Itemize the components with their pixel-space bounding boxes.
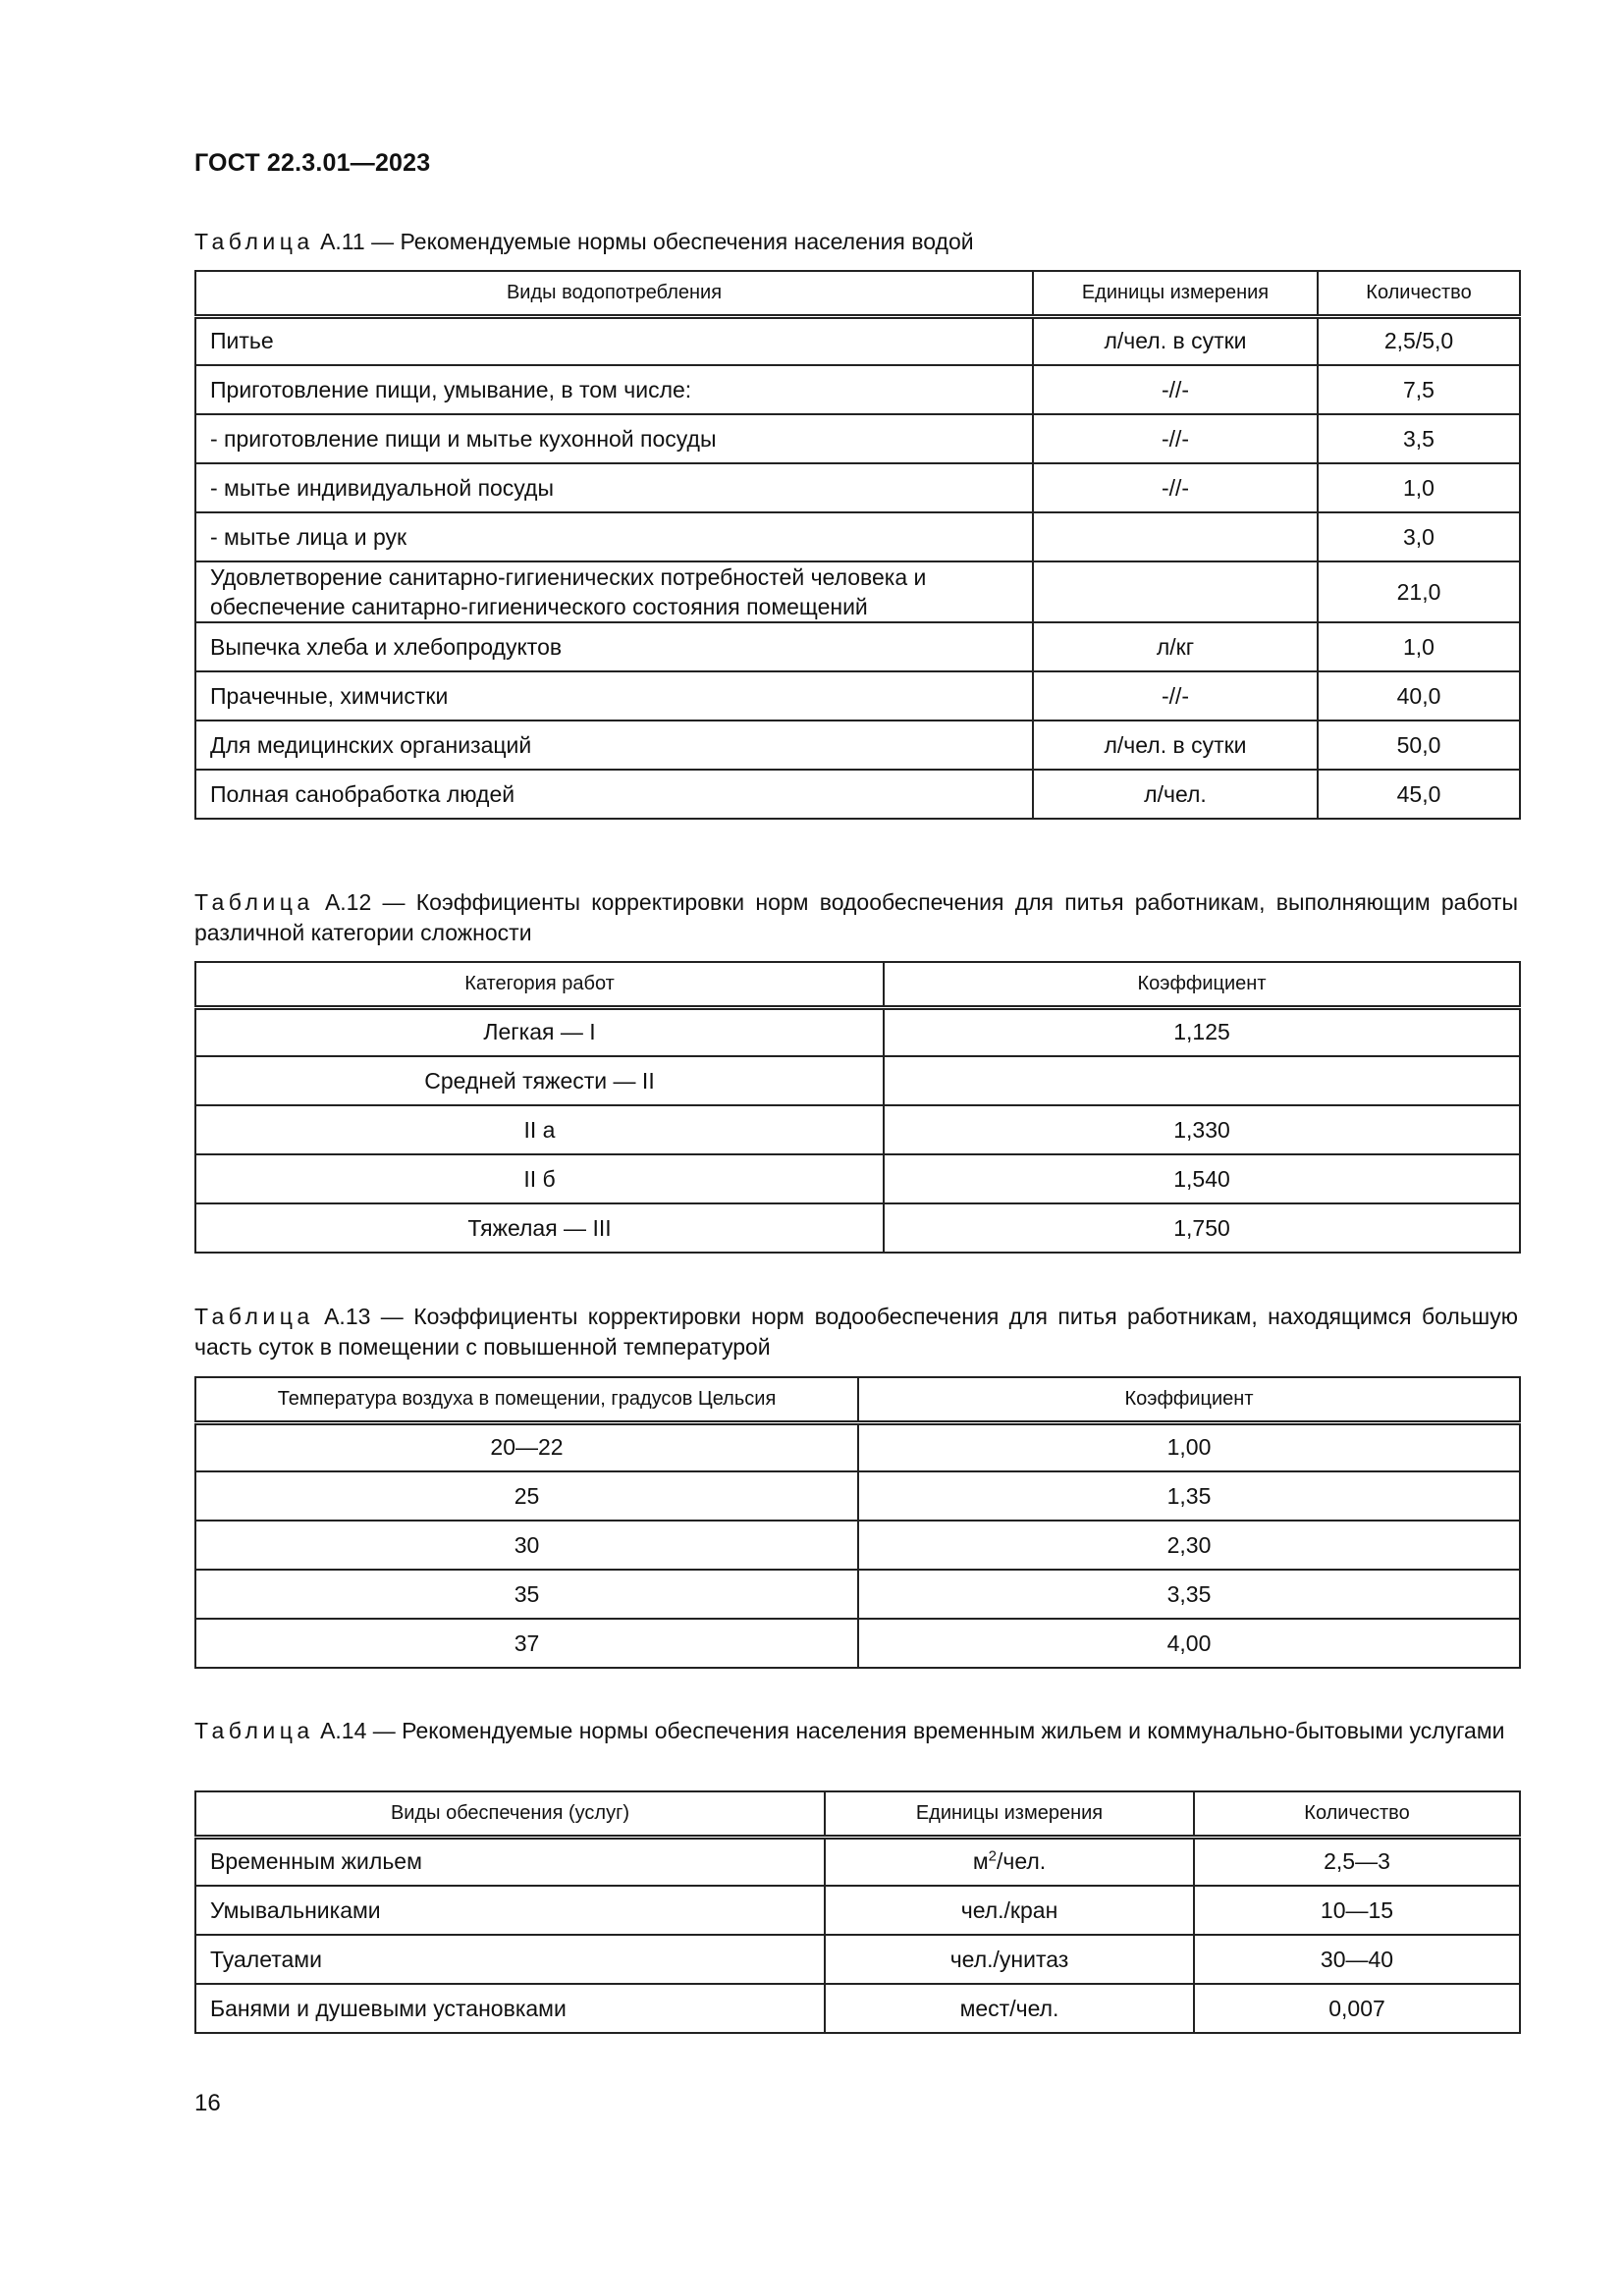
table-word: Таблица — [194, 229, 314, 254]
table-row — [195, 1935, 1520, 1984]
table-cell: II а — [195, 1105, 884, 1154]
table-cell: 25 — [195, 1471, 858, 1521]
table-cell: 1,750 — [884, 1203, 1520, 1253]
table-row — [195, 721, 1520, 770]
table-cell: 3,5 — [1318, 414, 1520, 463]
table-cell: 30 — [195, 1521, 858, 1570]
table-cell: 2,5/5,0 — [1318, 316, 1520, 365]
table-a13-caption — [194, 1302, 1518, 1362]
table-cell: Туалетами — [195, 1935, 825, 1984]
table-cell: 1,0 — [1318, 622, 1520, 671]
column-header: Виды водопотребления — [195, 271, 1033, 316]
page-number: 16 — [194, 2090, 221, 2116]
table-cell: II б — [195, 1154, 884, 1203]
table-word: Таблица — [194, 889, 314, 915]
table-cell: - мытье индивидуальной посуды — [195, 463, 1033, 512]
caption-text: А.14 — Рекомендуемые нормы обеспечения населения временным жильем и коммунально-бытовыми услугами — [320, 1718, 1505, 1743]
table-header-row — [195, 271, 1520, 316]
table-cell: 10—15 — [1194, 1886, 1520, 1935]
table-row — [195, 561, 1520, 622]
column-header: Единицы измерения — [1033, 271, 1318, 316]
table-row — [195, 1521, 1520, 1570]
document-header: ГОСТ 22.3.01—2023 — [194, 149, 431, 177]
table-word: Таблица — [194, 1718, 314, 1743]
column-header: Количество — [1318, 271, 1520, 316]
caption-text: А.12 — Коэффициенты корректировки норм водообеспечения для питья работникам, выполняющим работы различной категории сложности — [194, 889, 1519, 945]
table-cell: Выпечка хлеба и хлебопродуктов — [195, 622, 1033, 671]
table-cell: -//- — [1033, 463, 1318, 512]
table-cell: Прачечные, химчистки — [195, 671, 1033, 721]
unit-base: м — [972, 1848, 989, 1875]
table-row — [195, 1105, 1520, 1154]
table-row — [195, 622, 1520, 671]
table-row — [195, 1886, 1520, 1935]
table-cell: 37 — [195, 1619, 858, 1668]
table-cell: 4,00 — [858, 1619, 1520, 1668]
table-cell: 50,0 — [1318, 721, 1520, 770]
table-cell: 45,0 — [1318, 770, 1520, 819]
table-row — [195, 770, 1520, 819]
table-row — [195, 463, 1520, 512]
table-row — [195, 365, 1520, 414]
table-cell: Банями и душевыми установками — [195, 1984, 825, 2033]
table-a12-caption — [194, 887, 1518, 948]
table-header-row — [195, 962, 1520, 1007]
table-cell: Питье — [195, 316, 1033, 365]
table-cell: 1,00 — [858, 1422, 1520, 1471]
table-row — [195, 671, 1520, 721]
table-cell: Приготовление пищи, умывание, в том числе: — [195, 365, 1033, 414]
table-a13 — [194, 1376, 1521, 1669]
table-cell: Удовлетворение санитарно-гигиенических потребностей человека и обеспечение санитарно-гигиенического состояния помещений — [195, 561, 1033, 622]
table-word: Таблица — [194, 1304, 314, 1329]
table-cell: 20—22 — [195, 1422, 858, 1471]
table-a11-caption — [194, 227, 1518, 257]
table-cell: 30—40 — [1194, 1935, 1520, 1984]
table-header-row — [195, 1791, 1520, 1837]
table-cell: л/чел. в сутки — [1033, 721, 1318, 770]
table-cell — [1033, 512, 1318, 561]
table-row — [195, 1570, 1520, 1619]
table-cell: 3,35 — [858, 1570, 1520, 1619]
table-cell: 1,330 — [884, 1105, 1520, 1154]
table-cell: Умывальниками — [195, 1886, 825, 1935]
column-header: Виды обеспечения (услуг) — [195, 1791, 825, 1837]
unit-suffix: /чел. — [996, 1848, 1047, 1875]
table-cell: -//- — [1033, 365, 1318, 414]
unit-power: 2 — [988, 1847, 997, 1865]
table-cell: 1,125 — [884, 1007, 1520, 1056]
table-cell: Легкая — I — [195, 1007, 884, 1056]
table-cell: 1,35 — [858, 1471, 1520, 1521]
table-cell: 1,540 — [884, 1154, 1520, 1203]
table-cell: 2,5—3 — [1194, 1837, 1520, 1886]
column-header: Температура воздуха в помещении, градусов Цельсия — [195, 1377, 858, 1422]
column-header: Единицы измерения — [825, 1791, 1194, 1837]
table-a11 — [194, 270, 1521, 820]
table-cell: -//- — [1033, 671, 1318, 721]
table-cell: - приготовление пищи и мытье кухонной посуды — [195, 414, 1033, 463]
table-cell: 1,0 — [1318, 463, 1520, 512]
caption-text: А.11 — Рекомендуемые нормы обеспечения населения водой — [320, 229, 974, 254]
table-cell: 35 — [195, 1570, 858, 1619]
table-row — [195, 512, 1520, 561]
column-header: Коэффициент — [884, 962, 1520, 1007]
table-row — [195, 1007, 1520, 1056]
table-row — [195, 1203, 1520, 1253]
column-header: Коэффициент — [858, 1377, 1520, 1422]
table-cell: 2,30 — [858, 1521, 1520, 1570]
table-a14 — [194, 1790, 1521, 2034]
table-cell: мест/чел. — [825, 1984, 1194, 2033]
table-header-row — [195, 1377, 1520, 1422]
table-cell: 7,5 — [1318, 365, 1520, 414]
caption-text: А.13 — Коэффициенты корректировки норм водообеспечения для питья работникам, находящимся большую часть суток в помещении с повышенной температурой — [194, 1304, 1519, 1360]
table-cell: чел./кран — [825, 1886, 1194, 1935]
table-row — [195, 1422, 1520, 1471]
table-row — [195, 1154, 1520, 1203]
table-row — [195, 1619, 1520, 1668]
table-cell: Средней тяжести — II — [195, 1056, 884, 1105]
table-cell: Тяжелая — III — [195, 1203, 884, 1253]
column-header: Количество — [1194, 1791, 1520, 1837]
table-cell: Временным жильем — [195, 1837, 825, 1886]
table-cell: 0,007 — [1194, 1984, 1520, 2033]
table-cell: л/кг — [1033, 622, 1318, 671]
table-cell — [1033, 561, 1318, 622]
table-cell: л/чел. — [1033, 770, 1318, 819]
table-cell: Для медицинских организаций — [195, 721, 1033, 770]
table-cell: л/чел. в сутки — [1033, 316, 1318, 365]
table-cell: Полная санобработка людей — [195, 770, 1033, 819]
table-row — [195, 1984, 1520, 2033]
table-cell — [825, 1837, 1194, 1886]
table-cell: чел./унитаз — [825, 1935, 1194, 1984]
table-cell: 3,0 — [1318, 512, 1520, 561]
table-cell: 21,0 — [1318, 561, 1520, 622]
table-row — [195, 316, 1520, 365]
table-cell — [884, 1056, 1520, 1105]
table-cell: -//- — [1033, 414, 1318, 463]
table-a14-caption — [194, 1716, 1518, 1746]
table-cell: - мытье лица и рук — [195, 512, 1033, 561]
table-row — [195, 1471, 1520, 1521]
table-a12 — [194, 961, 1521, 1254]
table-cell: 40,0 — [1318, 671, 1520, 721]
table-row — [195, 1056, 1520, 1105]
table-row — [195, 414, 1520, 463]
table-row — [195, 1837, 1520, 1886]
column-header: Категория работ — [195, 962, 884, 1007]
